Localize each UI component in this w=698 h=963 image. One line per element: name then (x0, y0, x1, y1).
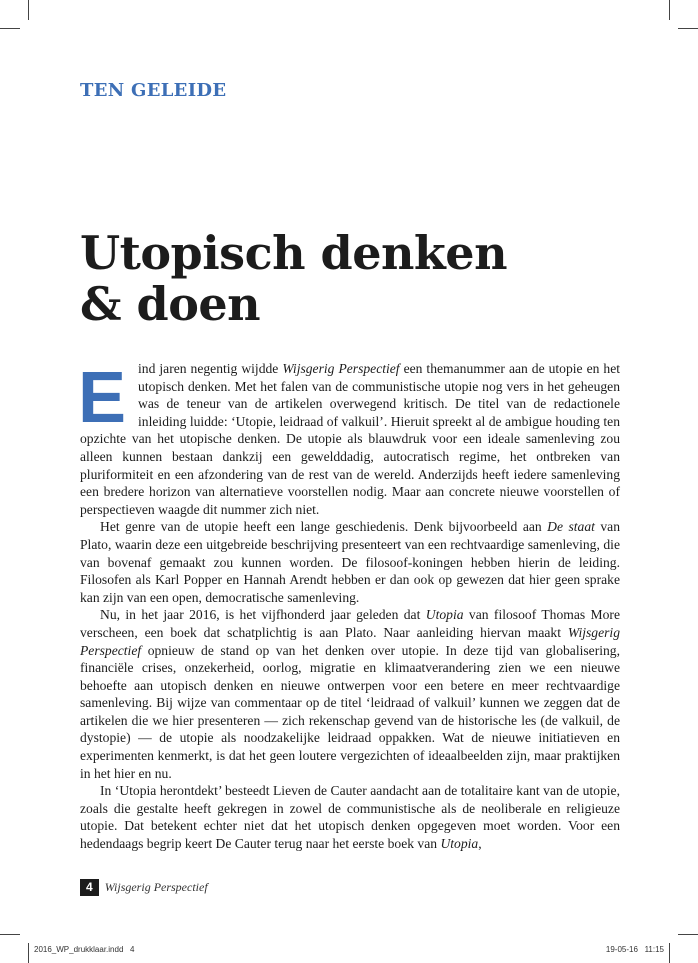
text-run: opnieuw de stand op van het denken over utopie. In deze tijd van globalisering, financiële crises, onzekerheid, oorlog, migratie en klimaatverandering zien we een nieuwe behoefte aan utopisch denken en nieuwe ontwerpen voor een betere en meer rechtvaardige samenleving. Bij wijze van commentaar op de titel ‘leidraad of valkuil’ kunnen we zeggen dat de artikelen die we hier presenteren — zich rekenschap gevend van de historische les (de valkuil, de dystopie) — de utopie als noodzakelijke leidraad oppakken. Wat de nieuwe initiatieven en experimenten kenmerkt, is dat het geen loutere vergezichten of ideaalbeelden zijn, maar praktijken in het hier en nu. (80, 642, 620, 781)
paragraph (80, 606, 620, 782)
title-line: Utopisch denken (80, 226, 508, 280)
text-run: ind jaren negentig wijdde (138, 361, 283, 376)
text-run: van filosoof Thomas More verscheen, een boek dat schatplichtig is aan Plato. Naar aanleiding hiervan maakt (80, 607, 620, 640)
text-run: een themanummer aan de utopie en het utopisch denken. Met het falen van de communistische utopie nog vers in het geheugen was de teneur van de artikelen overwegend kritisch. De titel van de redactionele inleiding luidde: ‘Utopie, leidraad of valkuil’. Hieruit spreekt al de ambigue houding ten opzichte van het utopische denken. De utopie als blauwdruk voor een ideale samenleving zou alleen kunnen bestaan dankzij een gewelddadig, autocratisch regime, het ontbreken van pluriformiteit en een afzondering van de rest van de wereld. Anderzijds heeft iedere samenleving een bredere horizon van alternatieve voorstellen nodig. Maar aan concrete nieuwe voorstellen of perspectieven waagde dit nummer zich niet. (80, 361, 621, 517)
section-kicker: TEN GELEIDE (80, 80, 227, 101)
italic-text: Utopia (440, 836, 479, 852)
page-footer (80, 878, 208, 896)
journal-name: Wijsgerig Perspectief (104, 879, 208, 894)
text-run: In ‘Utopia herontdekt’ besteedt Lieven de Cauter aandacht aan de totalitaire kant van de utopie, zoals die gestalte heeft gekregen in zowel de communistische als de neoliberale en religieuze utopie. Dat betekent echter niet dat het utopisch denken opgegeven moet worden. Voor een hedendaags begrip keert De Cauter terug naar het eerste boek van (80, 783, 620, 852)
crop-mark (28, 0, 29, 20)
text-run: Het genre van de utopie heeft een lange geschiedenis. Denk bijvoorbeeld aan (100, 519, 548, 535)
crop-mark (669, 0, 670, 20)
paragraph (80, 518, 620, 606)
paragraph (80, 782, 620, 852)
italic-text: Utopia (425, 607, 464, 623)
crop-mark (0, 28, 20, 29)
page-number: 4 (80, 879, 99, 896)
italic-text: De staat (547, 519, 595, 535)
print-slug-timestamp: 19-05-16 11:15 (605, 945, 664, 954)
text-run: , (478, 836, 482, 852)
print-slug-file: 2016_WP_drukklaar.indd 4 (34, 945, 135, 954)
italic-text: Wijsgerig Perspectief (80, 624, 620, 658)
article-body (80, 360, 620, 853)
crop-mark (678, 934, 698, 935)
crop-mark (669, 943, 670, 963)
title-line: & doen (80, 277, 261, 331)
crop-mark (678, 28, 698, 29)
italic-text: Wijsgerig Perspectief (282, 361, 400, 376)
text-run: Nu, in het jaar 2016, is het vijfhonderd jaar geleden dat (100, 607, 426, 623)
text-run: van Plato, waarin deze een uitgebreide beschrijving presenteert van een rechtvaardige samenleving, die van bovenaf gemaakt zou kunnen worden. De filosoof-koningen hebben hierin de leiding. Filosofen als Karl Popper en Hannah Arendt hebben er dan ook op gewezen dat hier geen sprake kan zijn van een open, democratische samenleving. (80, 519, 621, 605)
page-title (80, 228, 640, 330)
drop-cap: E (78, 358, 127, 438)
crop-mark (0, 934, 20, 935)
crop-mark (28, 943, 29, 963)
paragraph (80, 360, 620, 518)
